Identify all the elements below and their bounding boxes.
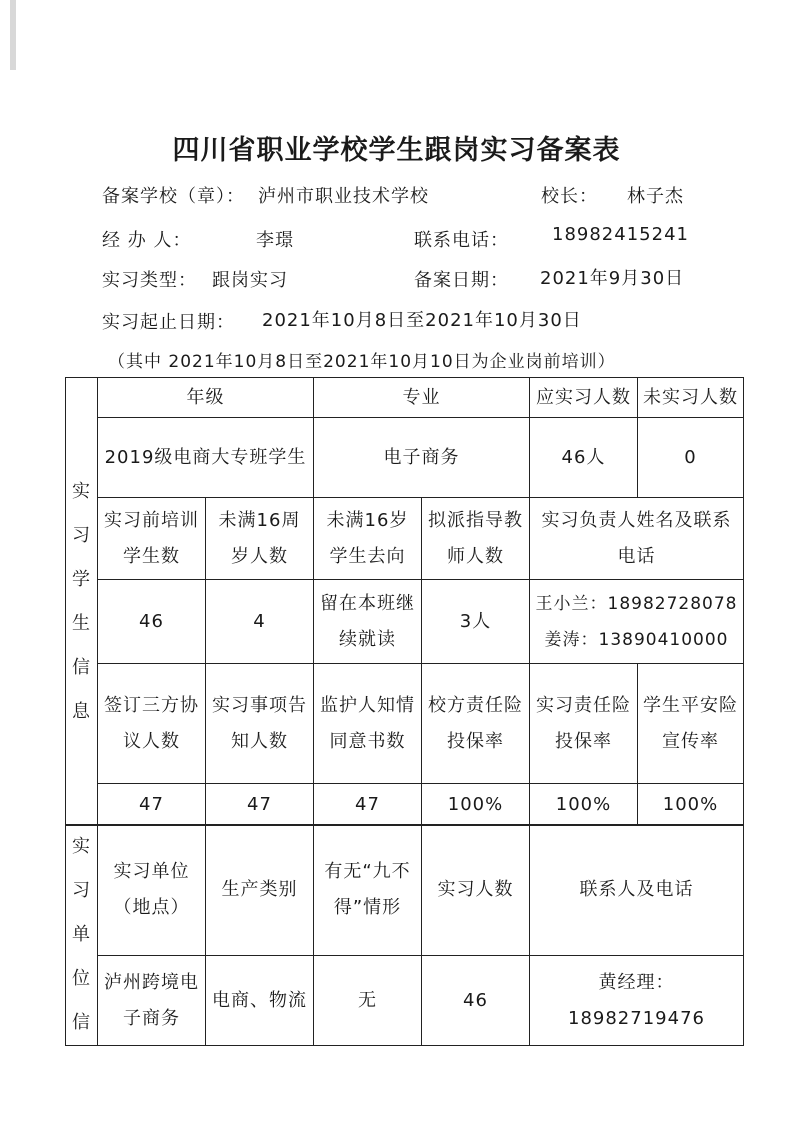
should-count-value: 46人 [530, 418, 638, 498]
page-title: 四川省职业学校学生跟岗实习备案表 [172, 135, 621, 166]
unit-contact-value [530, 956, 744, 1046]
absent-count-header: 未实习人数 [638, 378, 744, 418]
unit-value: 泸州跨境电子商务 [98, 956, 206, 1046]
under16-value: 4 [206, 580, 314, 664]
record-date-value: 2021年9月30日 [540, 268, 685, 289]
school-insurance-value: 100% [422, 784, 530, 826]
under16-header: 未满16周岁人数 [206, 498, 314, 580]
unit-header: 实习单位（地点） [98, 825, 206, 956]
category-value: 电商、物流 [206, 956, 314, 1046]
student-side-label: 实 习 学 生 信 息 [66, 378, 98, 826]
phone-value: 18982415241 [552, 224, 689, 245]
principal-value: 林子杰 [627, 186, 684, 207]
internship-insurance-value: 100% [530, 784, 638, 826]
handler-label: 经 办 人： [102, 230, 192, 251]
internship-insurance-header: 实习责任险投保率 [530, 664, 638, 784]
phone-label: 联系电话： [414, 230, 509, 251]
school-value: 泸州市职业技术学校 [258, 186, 429, 207]
agreement-header: 签订三方协议人数 [98, 664, 206, 784]
notified-header: 实习事项告知人数 [206, 664, 314, 784]
nine-prohibitions-value: 无 [314, 956, 422, 1046]
contact-1: 王小兰：18982728078 [535, 593, 738, 614]
school-insurance-header: 校方责任险投保率 [422, 664, 530, 784]
absent-count-value: 0 [638, 418, 744, 498]
contact-header: 实习负责人姓名及联系电话 [530, 498, 744, 580]
type-label: 实习类型： [102, 270, 197, 291]
under16-where-header: 未满16岁学生去向 [314, 498, 422, 580]
teachers-header: 拟派指导教师人数 [422, 498, 530, 580]
unit-contact-phone: 18982719476 [568, 1007, 705, 1029]
unit-count-header: 实习人数 [422, 825, 530, 956]
safety-insurance-header: 学生平安险宣传率 [638, 664, 744, 784]
guardian-consent-header: 监护人知情同意书数 [314, 664, 422, 784]
contact-2: 姜涛：13890410000 [544, 629, 729, 650]
contact-values [530, 580, 744, 664]
unit-contact-name: 黄经理： [598, 971, 675, 993]
trained-value: 46 [98, 580, 206, 664]
handler-value: 李璟 [256, 230, 294, 251]
agreement-value: 47 [98, 784, 206, 826]
under16-where-value: 留在本班继续就读 [314, 580, 422, 664]
period-label: 实习起止日期： [102, 312, 235, 333]
unit-contact-header: 联系人及电话 [530, 825, 744, 956]
major-value: 电子商务 [314, 418, 530, 498]
category-header: 生产类别 [206, 825, 314, 956]
should-count-header: 应实习人数 [530, 378, 638, 418]
period-value: 2021年10月8日至2021年10月30日 [262, 310, 582, 331]
unit-count-value: 46 [422, 956, 530, 1046]
safety-insurance-value: 100% [638, 784, 744, 826]
nine-prohibitions-header: 有无“九不得”情形 [314, 825, 422, 956]
guardian-consent-value: 47 [314, 784, 422, 826]
grade-header: 年级 [98, 378, 314, 418]
teachers-value: 3人 [422, 580, 530, 664]
grade-value: 2019级电商大专班学生 [98, 418, 314, 498]
principal-label: 校长： [541, 186, 598, 207]
scan-edge [10, 0, 16, 70]
record-date-label: 备案日期： [414, 270, 509, 291]
unit-info-table [65, 824, 744, 1046]
notified-value: 47 [206, 784, 314, 826]
unit-side-label: 实 习 单 位 信 [66, 825, 98, 1046]
training-note: （其中 2021年10月8日至2021年10月10日为企业岗前培训） [108, 352, 616, 372]
major-header: 专业 [314, 378, 530, 418]
type-value: 跟岗实习 [212, 270, 288, 291]
student-info-table [65, 377, 744, 826]
trained-header: 实习前培训学生数 [98, 498, 206, 580]
school-label: 备案学校（章）： [102, 186, 245, 207]
